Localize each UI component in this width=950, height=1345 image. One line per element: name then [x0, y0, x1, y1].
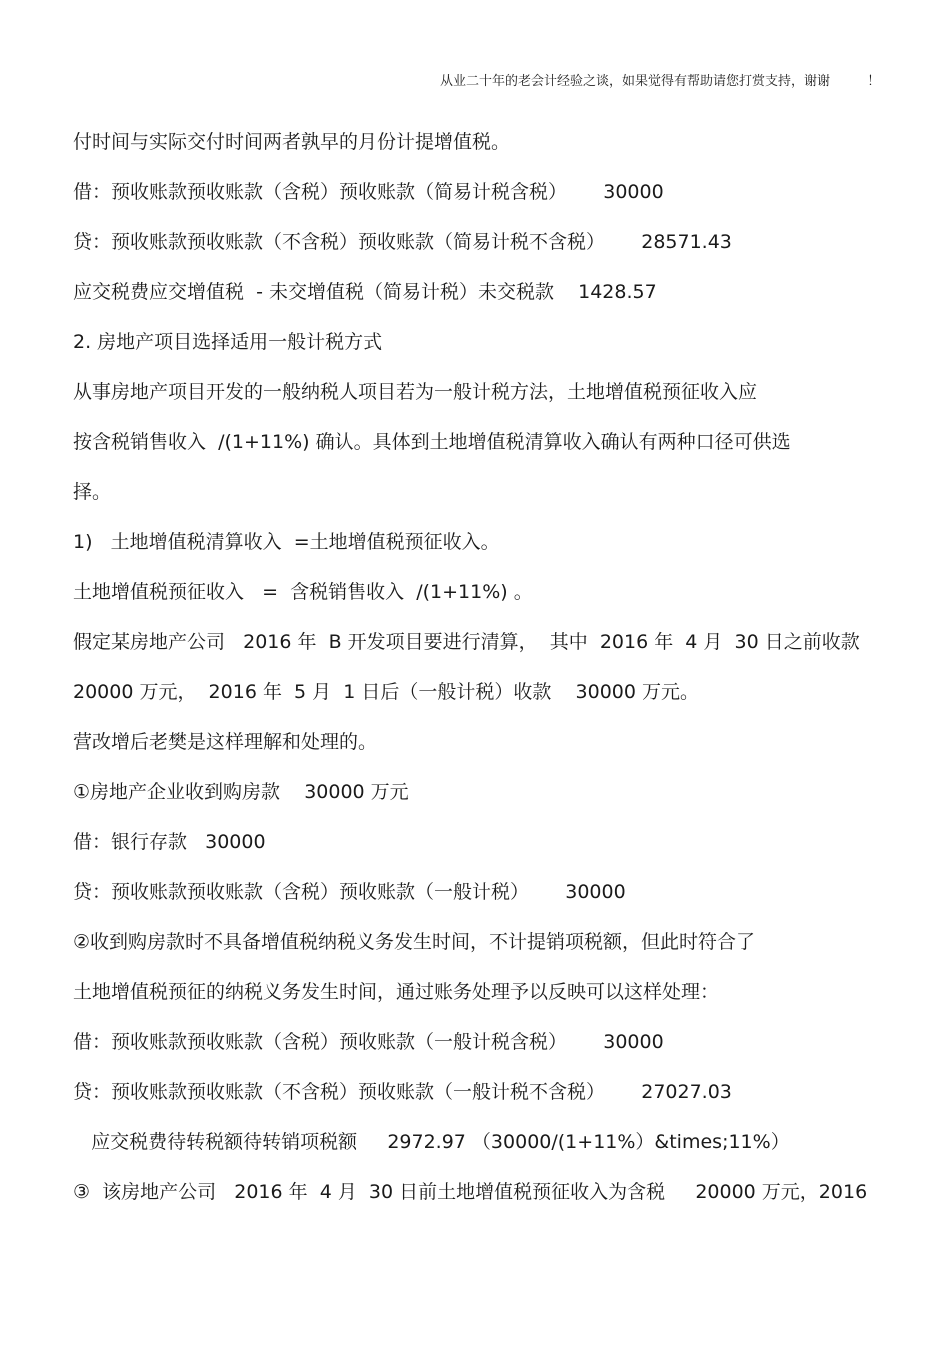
text-line-9: 1) 土地增值税清算收入 =土地增值税预征收入。 — [73, 531, 500, 553]
text-line-13: 营改增后老樊是这样理解和处理的。 — [73, 731, 378, 753]
text-line-2: 借：预收账款预收账款（含税）预收账款（简易计税含税） 30000 — [73, 181, 664, 203]
text-line-16: 贷：预收账款预收账款（含税）预收账款（一般计税） 30000 — [73, 881, 626, 903]
text-line-6: 从事房地产项目开发的一般纳税人项目若为一般计税方法，土地增值税预征收入应 — [73, 381, 758, 403]
text-line-5: 2. 房地产项目选择适用一般计税方式 — [73, 331, 383, 353]
text-line-7: 按含税销售收入 /(1+11%) 确认。具体到土地增值税清算收入确认有两种口径可供选 — [73, 431, 791, 453]
text-line-11: 假定某房地产公司 2016 年 B 开发项目要进行清算， 其中 2016 年 4 月 30 日之前收款 — [73, 631, 860, 653]
text-line-22: ③ 该房地产公司 2016 年 4 月 30 日前土地增值税预征收入为含税 20000 万元，2016 — [73, 1181, 868, 1203]
text-line-20: 贷：预收账款预收账款（不含税）预收账款（一般计税不含税） 27027.03 — [73, 1081, 732, 1103]
text-line-17: ②收到购房款时不具备增值税纳税义务发生时间，不计提销项税额，但此时符合了 — [73, 931, 756, 953]
text-line-8: 择。 — [73, 481, 112, 503]
text-line-12: 20000 万元， 2016 年 5 月 1 日后（一般计税）收款 30000 万元。 — [73, 681, 700, 703]
text-line-1: 付时间与实际交付时间两者孰早的月份计提增值税。 — [73, 131, 511, 153]
text-line-10: 土地增值税预征收入 = 含税销售收入 /(1+11%) 。 — [73, 581, 533, 603]
text-line-18: 土地增值税预征的纳税义务发生时间，通过账务处理予以反映可以这样处理： — [73, 981, 720, 1003]
text-line-15: 借：银行存款 30000 — [73, 831, 266, 853]
page-header-note: 从业二十年的老会计经验之谈，如果觉得有帮助请您打赏支持，谢谢 ！ — [440, 74, 881, 89]
text-line-3: 贷：预收账款预收账款（不含税）预收账款（简易计税不含税） 28571.43 — [73, 231, 732, 253]
text-line-4: 应交税费应交增值税 - 未交增值税（简易计税）未交税款 1428.57 — [73, 281, 657, 303]
text-line-14: ①房地产企业收到购房款 30000 万元 — [73, 781, 409, 803]
text-line-19: 借：预收账款预收账款（含税）预收账款（一般计税含税） 30000 — [73, 1031, 664, 1053]
text-line-21: 应交税费待转税额待转销项税额 2972.97 （30000/(1+11%）&times;11%） — [73, 1131, 790, 1153]
